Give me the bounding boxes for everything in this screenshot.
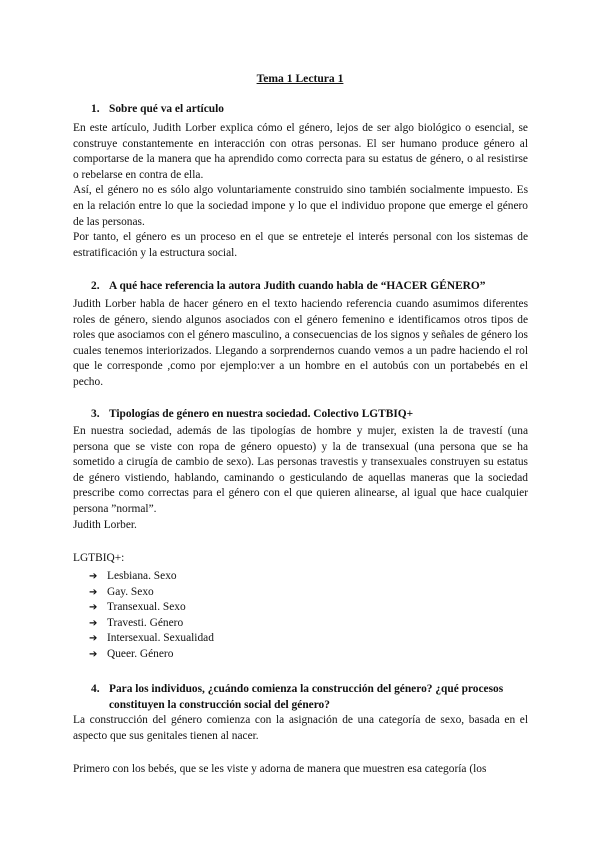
paragraph: Así, el género no es sólo algo voluntariamente construido sino también socialmente impuesto. Es en la relación entre lo que la sociedad impone y lo que el individuo propone que emerge el género de las personas. xyxy=(73,184,528,228)
section-4-number: 4. xyxy=(91,683,100,695)
paragraph: En este artículo, Judith Lorber explica cómo el género, lejos de ser algo biológico o esencial, se construye constantemente en interacción con otras personas. El ser humano produce género al comportarse de la manera que ha aprendido como correcta para su estatus de género, o al resistirse o rebelarse en contra de ella. xyxy=(73,122,528,181)
section-1-number: 1. xyxy=(91,103,100,115)
section-3-body xyxy=(73,424,528,533)
list-item-label: Gay. Sexo xyxy=(107,585,154,598)
list-item-label: Queer. Género xyxy=(107,647,174,660)
section-4-title-line1: Para los individuos, ¿cuándo comienza la construcción del género? ¿qué procesos xyxy=(109,683,504,695)
author-line: Judith Lorber. xyxy=(73,518,137,531)
section-1-body xyxy=(73,121,528,261)
section-1-title: Sobre qué va el artículo xyxy=(109,103,224,115)
section-1-heading xyxy=(91,102,531,118)
paragraph: Primero con los bebés, que se les viste y adorna de manera que muestren esa categoría (los xyxy=(73,763,487,775)
list-item-label: Lesbiana. Sexo xyxy=(107,570,177,582)
arrow-right-icon: ➔ xyxy=(89,586,98,598)
list-item-label: Intersexual. Sexualidad xyxy=(107,632,214,645)
paragraph: En nuestra sociedad, además de las tipologías de hombre y mujer, existen la de travestí (una persona que se viste con ropa de género opuesto) y la de transexual (una persona que se ha sometido a cirugía de cambio de sexo). Las personas travestis y transexuales construyen su estatus de género vistiendo, hablando, caminando o gesticulando de aquellas maneras que la sociedad prescribe como correctas para el género con el que quieren alinearse, al igual que hace cualquier persona ”normal”. xyxy=(73,425,528,515)
list-item xyxy=(89,647,214,663)
paragraph: Judith Lorber habla de hacer género en el texto haciendo referencia cuando asumimos diferentes roles de género, siendo algunos asociados con el género femenino e identificamos otros tipos de roles que asociamos con el género masculino, a consecuencias de los signos y señales de género los cuales tenemos interiorizados. Llegando a sorprendernos cuando vemos a un padre haciendo el rol que le corresponde ,como por ejemplo:ver a un hombre en el autobús con un portabebés en el pecho. xyxy=(73,298,528,388)
section-2-body xyxy=(73,297,528,391)
section-3-title: Tipologías de género en nuestra sociedad. Colectivo LGTBIQ+ xyxy=(109,408,414,420)
section-4-body-continued xyxy=(73,762,528,778)
list-item-label: Travesti. Género xyxy=(107,616,184,629)
arrow-right-icon: ➔ xyxy=(89,633,98,645)
paragraph: Por tanto, el género es un proceso en el que se entreteje el interés personal con los sistemas de estratificación y la estructura social. xyxy=(73,231,528,259)
document-title: Tema 1 Lectura 1 xyxy=(256,72,344,85)
list-item-label: Transexual. Sexo xyxy=(107,601,186,614)
lgtbiq-list xyxy=(89,569,214,663)
section-3-heading xyxy=(91,407,531,423)
section-2-title: A qué hace referencia la autora Judith cuando habla de “HACER GÉNERO” xyxy=(109,280,486,292)
list-item xyxy=(89,616,214,632)
arrow-right-icon: ➔ xyxy=(89,617,98,629)
section-3-number: 3. xyxy=(91,408,100,420)
arrow-right-icon: ➔ xyxy=(89,571,98,582)
section-2-number: 2. xyxy=(91,280,100,292)
lgtbiq-list-title-wrap xyxy=(73,551,528,567)
lgtbiq-list-title: LGTBIQ+: xyxy=(73,552,125,564)
section-4-body xyxy=(73,713,528,744)
list-item xyxy=(89,600,214,616)
list-item xyxy=(89,585,214,601)
section-2-heading xyxy=(91,279,531,295)
list-item xyxy=(89,569,214,585)
section-4-title-line2: constituyen la construcción social del género? xyxy=(109,698,330,711)
section-4-heading xyxy=(91,682,531,713)
list-item xyxy=(89,631,214,647)
paragraph: La construcción del género comienza con la asignación de una categoría de sexo, basada en el aspecto que sus genitales tienen al nacer. xyxy=(73,714,528,742)
arrow-right-icon: ➔ xyxy=(89,602,98,614)
arrow-right-icon: ➔ xyxy=(89,648,98,660)
